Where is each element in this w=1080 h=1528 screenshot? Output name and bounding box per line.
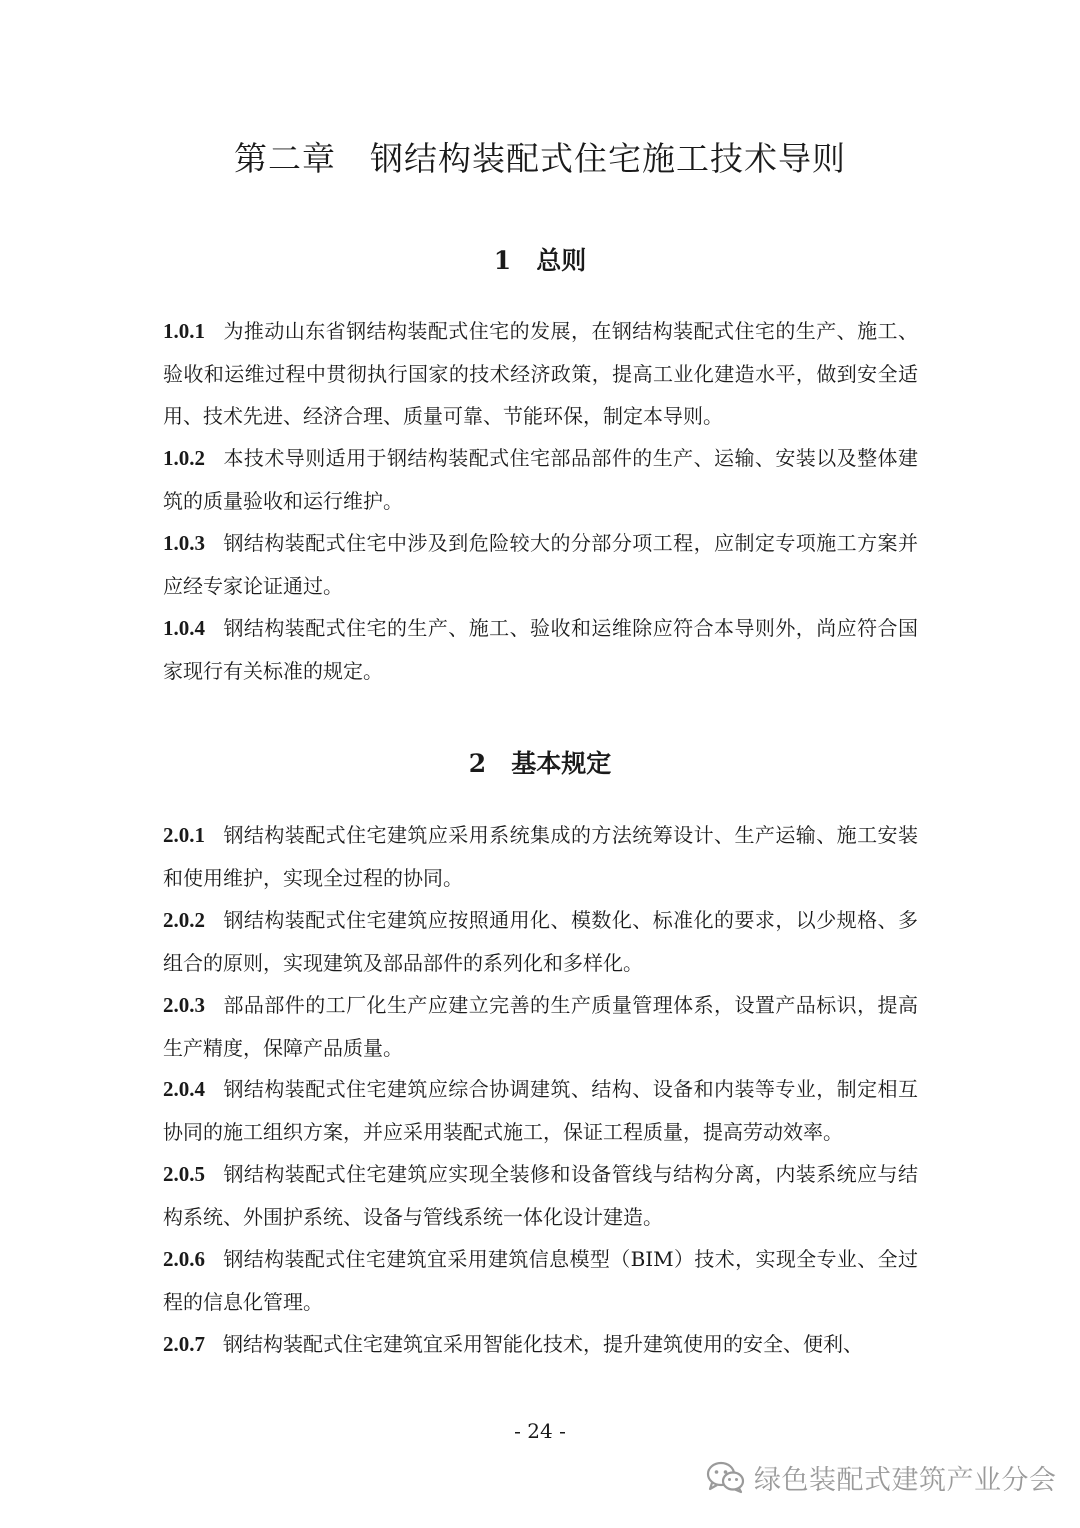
clause-number: 2.0.6: [163, 1247, 205, 1271]
clause-text: 为推动山东省钢结构装配式住宅的发展，在钢结构装配式住宅的生产、施工、验收和运维过程中贯彻执行国家的技术经济政策，提高工业化建造水平，做到安全适用、技术先进、经济合理、质量可靠、节能环保，制定本导则。: [163, 319, 918, 428]
clause-number: 1.0.2: [163, 446, 205, 470]
clause-number: 2.0.5: [163, 1162, 205, 1186]
clause-text: 钢结构装配式住宅建筑宜采用智能化技术，提升建筑使用的安全、便利、: [223, 1332, 863, 1356]
clause-2-0-5: [163, 1153, 918, 1238]
clause-number: 1.0.3: [163, 531, 205, 555]
clause-text: 钢结构装配式住宅建筑宜采用建筑信息模型（BIM）技术，实现全专业、全过程的信息化管理。: [163, 1247, 918, 1314]
clause-text: 本技术导则适用于钢结构装配式住宅部品部件的生产、运输、安装以及整体建筑的质量验收和运行维护。: [163, 446, 918, 513]
clause-text: 钢结构装配式住宅中涉及到危险较大的分部分项工程，应制定专项施工方案并应经专家论证通过。: [163, 531, 918, 598]
watermark-text: 绿色装配式建筑产业分会: [754, 1464, 1057, 1496]
clause-number: 2.0.4: [163, 1077, 205, 1101]
section-title-1: 1 总则: [493, 246, 587, 275]
clause-text: 部品部件的工厂化生产应建立完善的生产质量管理体系，设置产品标识，提高生产精度，保障产品质量。: [163, 993, 918, 1060]
clause-number: 2.0.1: [163, 823, 205, 847]
clause-2-0-2: [163, 899, 918, 984]
clause-text: 钢结构装配式住宅建筑应采用系统集成的方法统筹设计、生产运输、施工安装和使用维护，实现全过程的协同。: [163, 823, 918, 890]
clause-text: 钢结构装配式住宅建筑应综合协调建筑、结构、设备和内装等专业，制定相互协同的施工组织方案，并应采用装配式施工，保证工程质量，提高劳动效率。: [163, 1077, 918, 1144]
clause-number: 1.0.4: [163, 616, 205, 640]
clause-1-0-4: [163, 607, 918, 692]
clause-text: 钢结构装配式住宅的生产、施工、验收和运维除应符合本导则外，尚应符合国家现行有关标准的规定。: [163, 616, 918, 683]
clause-number: 2.0.3: [163, 993, 205, 1017]
clause-text: 钢结构装配式住宅建筑应按照通用化、模数化、标准化的要求，以少规格、多组合的原则，实现建筑及部品部件的系列化和多样化。: [163, 908, 918, 975]
clause-2-0-3: [163, 984, 918, 1069]
chapter-title: 第二章 钢结构装配式住宅施工技术导则: [234, 139, 846, 178]
page-number: - 24 -: [514, 1419, 566, 1443]
clause-1-0-2: [163, 437, 918, 522]
clause-2-0-6: [163, 1238, 918, 1323]
clause-number: 1.0.1: [163, 319, 205, 343]
clause-number: 2.0.2: [163, 908, 205, 932]
clause-1-0-3: [163, 522, 918, 607]
clause-2-0-4: [163, 1068, 918, 1153]
clause-text: 钢结构装配式住宅建筑应实现全装修和设备管线与结构分离，内装系统应与结构系统、外围护系统、设备与管线系统一体化设计建造。: [163, 1162, 918, 1229]
clause-2-0-1: [163, 814, 918, 899]
clause-1-0-1: [163, 310, 918, 438]
clause-2-0-7: [163, 1323, 918, 1366]
wechat-icon: [706, 1460, 746, 1494]
watermark: [706, 1454, 1057, 1500]
section-title-2: 2 基本规定: [468, 749, 612, 778]
clause-number: 2.0.7: [163, 1332, 205, 1356]
